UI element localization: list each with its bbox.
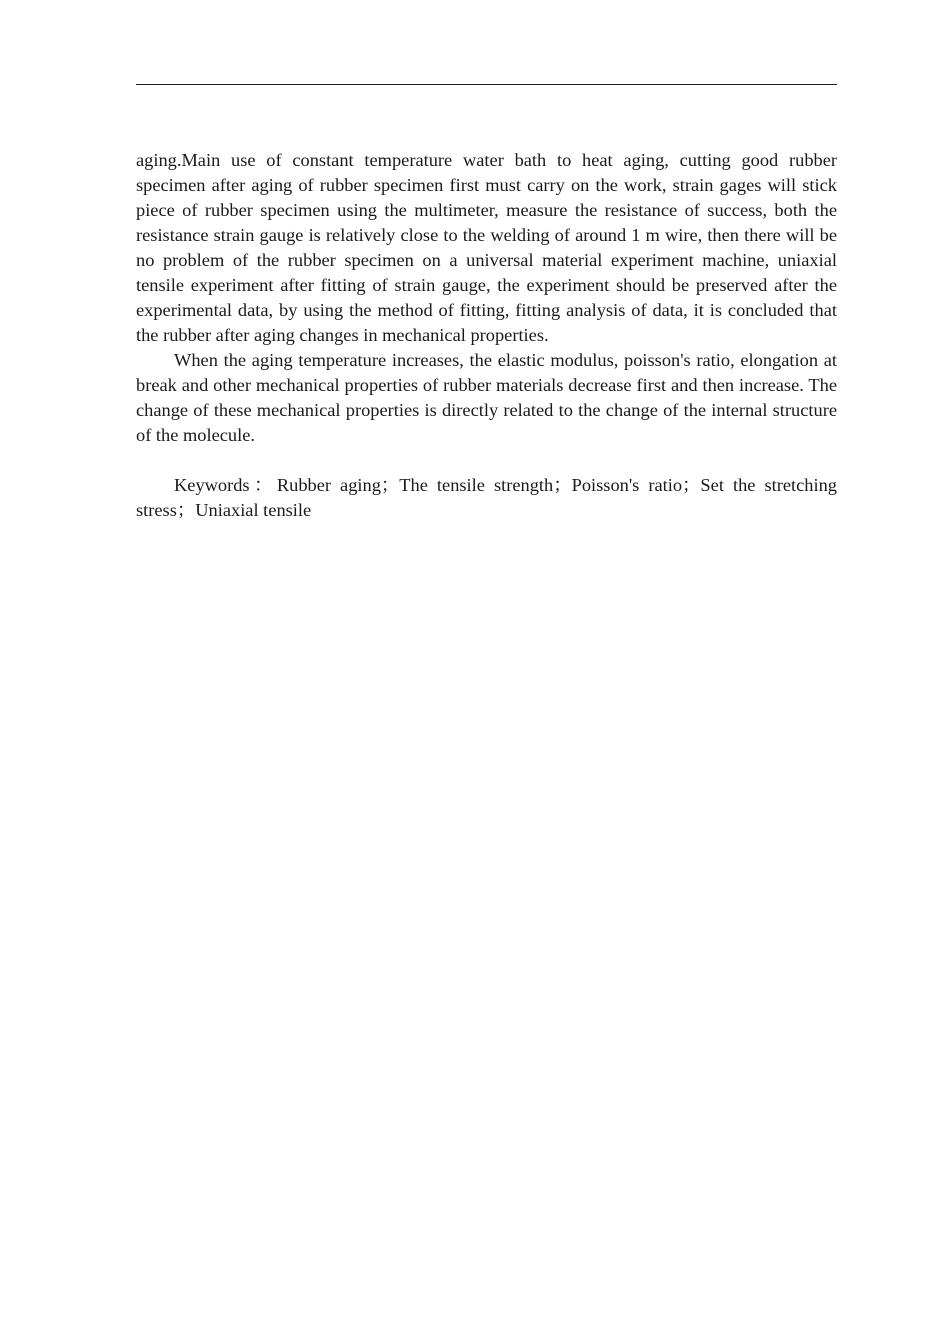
document-body xyxy=(136,148,837,523)
header-rule xyxy=(136,84,837,85)
abstract-paragraph-continued: aging.Main use of constant temperature water bath to heat aging, cutting good rubber specimen after aging of rubber specimen first must carry on the work, strain gages will stick piece of rubber specimen using the multimeter, measure the resistance of success, both the resistance strain gauge is relatively close to the welding of around 1 m wire, then there will be no problem of the rubber specimen on a universal material experiment machine, uniaxial tensile experiment after fitting of strain gauge, the experiment should be preserved after the experimental data, by using the method of fitting, fitting analysis of data, it is concluded that the rubber after aging changes in mechanical properties. xyxy=(136,150,837,345)
abstract-paragraph-conclusion: When the aging temperature increases, the elastic modulus, poisson's ratio, elongation at break and other mechanical properties of rubber materials decrease first and then increase. The change of these mechanical properties is directly related to the change of the internal structure of the molecule. xyxy=(136,350,837,445)
keywords-line: Keywords：Rubber aging；The tensile strength；Poisson's ratio；Set the stretching stress；Uniaxial tensile xyxy=(136,475,837,520)
